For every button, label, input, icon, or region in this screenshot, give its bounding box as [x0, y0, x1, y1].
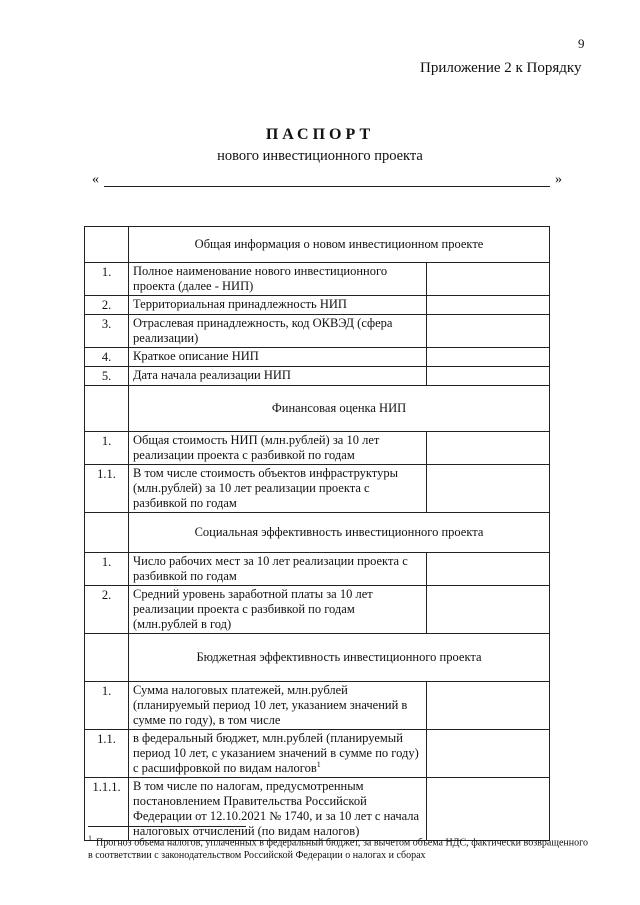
- document-subtitle: нового инвестиционного проекта: [217, 148, 423, 164]
- project-name-field[interactable]: [92, 172, 562, 190]
- row-number: 3.: [85, 315, 129, 348]
- passport-table: [84, 226, 550, 841]
- document-title: ПАСПОРТ: [265, 126, 375, 143]
- section-number-cell: [85, 634, 129, 682]
- row-number: 1.: [85, 682, 129, 730]
- table-row: [85, 682, 550, 730]
- row-value-cell[interactable]: [427, 682, 550, 730]
- row-value-cell[interactable]: [427, 730, 550, 778]
- open-quote: «: [92, 172, 99, 187]
- footnote-divider: [88, 826, 246, 827]
- row-number: 2.: [85, 296, 129, 315]
- row-label: Средний уровень заработной платы за 10 лет реализации проекта с разбивкой по годам (млн.рублей в год): [129, 586, 427, 634]
- row-value-cell[interactable]: [427, 432, 550, 465]
- row-value-cell[interactable]: [427, 263, 550, 296]
- project-name-underline: [104, 186, 550, 187]
- section-title-general: Общая информация о новом инвестиционном проекте: [129, 227, 550, 263]
- section-header-row: [85, 634, 550, 682]
- footnote: [88, 832, 588, 862]
- section-header-row: [85, 227, 550, 263]
- row-number: 1.1.: [85, 465, 129, 513]
- appendix-label: Приложение 2 к Порядку: [420, 60, 582, 76]
- footnote-reference: 1: [316, 759, 321, 769]
- row-number: 1.1.: [85, 730, 129, 778]
- row-number: 1.1.1.: [85, 778, 129, 841]
- row-label: Общая стоимость НИП (млн.рублей) за 10 лет реализации проекта с разбивкой по годам: [129, 432, 427, 465]
- row-value-cell[interactable]: [427, 348, 550, 367]
- table-row: [85, 465, 550, 513]
- row-number: 5.: [85, 367, 129, 386]
- row-number: 4.: [85, 348, 129, 367]
- table-row: [85, 432, 550, 465]
- row-label: Дата начала реализации НИП: [129, 367, 427, 386]
- section-header-row: [85, 386, 550, 432]
- page-number: 9: [578, 36, 585, 51]
- table-row: [85, 296, 550, 315]
- footnote-marker: 1: [88, 834, 92, 843]
- table-row: [85, 367, 550, 386]
- footnote-text: Прогноз объема налогов, уплаченных в федеральный бюджет, за вычетом объема НДС, фактически возвращенного в соответствии с законодательством Российской Федерации о налогах и сборах: [88, 837, 588, 862]
- row-label: В том числе стоимость объектов инфраструктуры (млн.рублей) за 10 лет реализации проекта с разбивкой по годам: [129, 465, 427, 513]
- row-label: Территориальная принадлежность НИП: [129, 296, 427, 315]
- section-header-row: [85, 513, 550, 553]
- table-row: [85, 730, 550, 778]
- section-title-financial: Финансовая оценка НИП: [129, 386, 550, 432]
- row-label: Число рабочих мест за 10 лет реализации проекта с разбивкой по годам: [129, 553, 427, 586]
- section-number-cell: [85, 386, 129, 432]
- table-row: [85, 553, 550, 586]
- row-value-cell[interactable]: [427, 586, 550, 634]
- table-row: [85, 348, 550, 367]
- table-row: [85, 586, 550, 634]
- row-number: 1.: [85, 432, 129, 465]
- row-label: Полное наименование нового инвестиционного проекта (далее - НИП): [129, 263, 427, 296]
- row-number: 2.: [85, 586, 129, 634]
- table-row: [85, 263, 550, 296]
- row-value-cell[interactable]: [427, 465, 550, 513]
- table-row: [85, 315, 550, 348]
- section-number-cell: [85, 227, 129, 263]
- row-value-cell[interactable]: [427, 367, 550, 386]
- row-value-cell[interactable]: [427, 553, 550, 586]
- row-label: В том числе по налогам, предусмотренным постановлением Правительства Российской Федерации от 12.10.2021 № 1740, и за 10 лет с начала налоговых отчислений (по видам налогов): [129, 778, 427, 841]
- section-number-cell: [85, 513, 129, 553]
- row-number: 1.: [85, 263, 129, 296]
- row-label-text: в федеральный бюджет, млн.рублей (планируемый период 10 лет, с указанием значений в сумме по году) с расшифровкой по видам налогов: [133, 731, 419, 775]
- row-number: 1.: [85, 553, 129, 586]
- row-value-cell[interactable]: [427, 296, 550, 315]
- row-label: Краткое описание НИП: [129, 348, 427, 367]
- row-label: Отраслевая принадлежность, код ОКВЭД (сфера реализации): [129, 315, 427, 348]
- close-quote: »: [555, 172, 562, 187]
- row-label: [129, 730, 427, 778]
- section-title-budget: Бюджетная эффективность инвестиционного проекта: [129, 634, 550, 682]
- section-title-social: Социальная эффективность инвестиционного проекта: [129, 513, 550, 553]
- row-label: Сумма налоговых платежей, млн.рублей (планируемый период 10 лет, указанием значений в сумме по году), в том числе: [129, 682, 427, 730]
- row-value-cell[interactable]: [427, 315, 550, 348]
